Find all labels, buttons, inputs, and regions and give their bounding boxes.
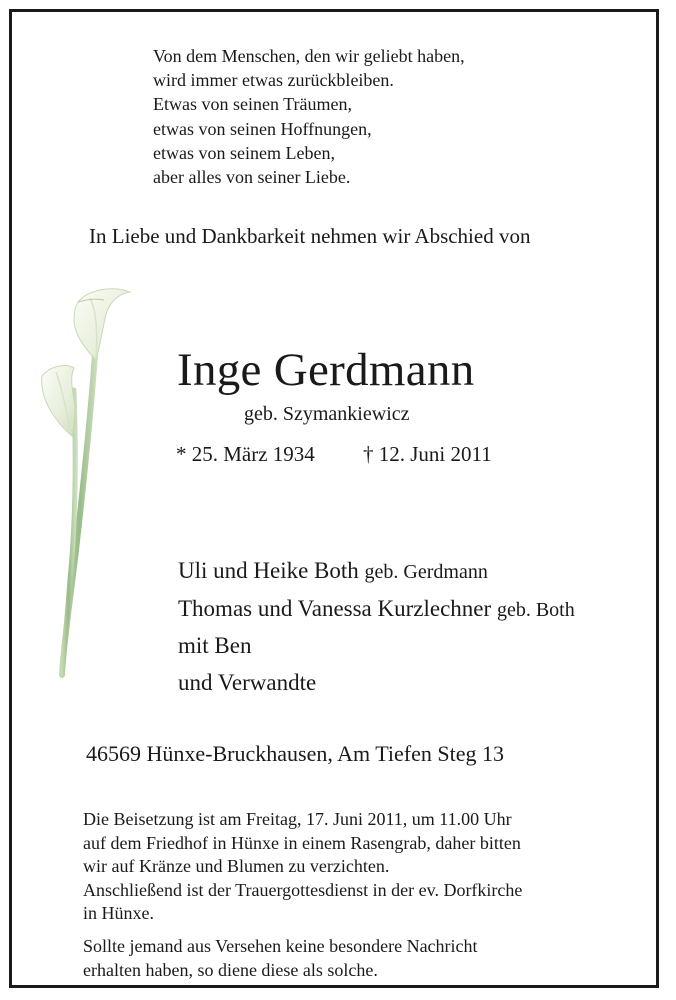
funeral-notice	[83, 808, 522, 926]
notice-line: wir auf Kränze und Blumen zu verzichten.	[83, 856, 390, 877]
birth-date: * 25. März 1934	[176, 442, 315, 466]
farewell-intro: In Liebe und Dankbarkeit nehmen wir Abschied von	[89, 224, 531, 248]
mourner-note: geb. Both	[496, 598, 575, 621]
mourner-names: Uli und Heike Both	[178, 558, 359, 583]
maiden-name: geb. Szymankiewicz	[244, 403, 410, 425]
notice-line: Die Beisetzung ist am Freitag, 17. Juni 2011, um 11.00 Uhr	[83, 809, 512, 829]
notice-line: auf dem Friedhof in Hünxe in einem Rasengrab, daher bitten	[83, 832, 521, 853]
closing-note	[83, 935, 478, 982]
poem-line: aber alles von seiner Liebe.	[153, 167, 351, 188]
mourner-line	[178, 553, 575, 591]
mourner-names: Thomas und Vanessa Kurzlechner	[178, 595, 492, 621]
notice-line: Anschließend ist der Trauergottesdienst in der ev. Dorfkirche	[83, 879, 523, 900]
address: 46569 Hünxe-Bruckhausen, Am Tiefen Steg 13	[86, 741, 504, 766]
poem-line: etwas von seinen Hoffnungen,	[153, 118, 372, 139]
notice-line: in Hünxe.	[83, 903, 154, 924]
mourners-list	[178, 553, 575, 701]
poem-line: Etwas von seinen Träumen,	[153, 94, 352, 115]
poem-line: wird immer etwas zurückbleiben.	[153, 70, 394, 91]
mourner-line: mit Ben	[178, 633, 252, 658]
deceased-name: Inge Gerdmann	[177, 344, 475, 396]
closing-line: Sollte jemand aus Versehen keine besondere Nachricht	[83, 936, 478, 956]
mourner-line	[178, 591, 575, 629]
poem-line: Von dem Menschen, den wir geliebt haben,	[153, 46, 465, 66]
poem-line: etwas von seinem Leben,	[153, 142, 335, 163]
mourner-line: und Verwandte	[178, 669, 317, 695]
death-date: † 12. Juni 2011	[363, 442, 492, 466]
closing-line: erhalten haben, so diene diese als solche.	[83, 959, 378, 980]
calla-lily-icon	[34, 280, 144, 680]
poem	[153, 44, 465, 189]
mourner-note: geb. Gerdmann	[364, 561, 488, 583]
